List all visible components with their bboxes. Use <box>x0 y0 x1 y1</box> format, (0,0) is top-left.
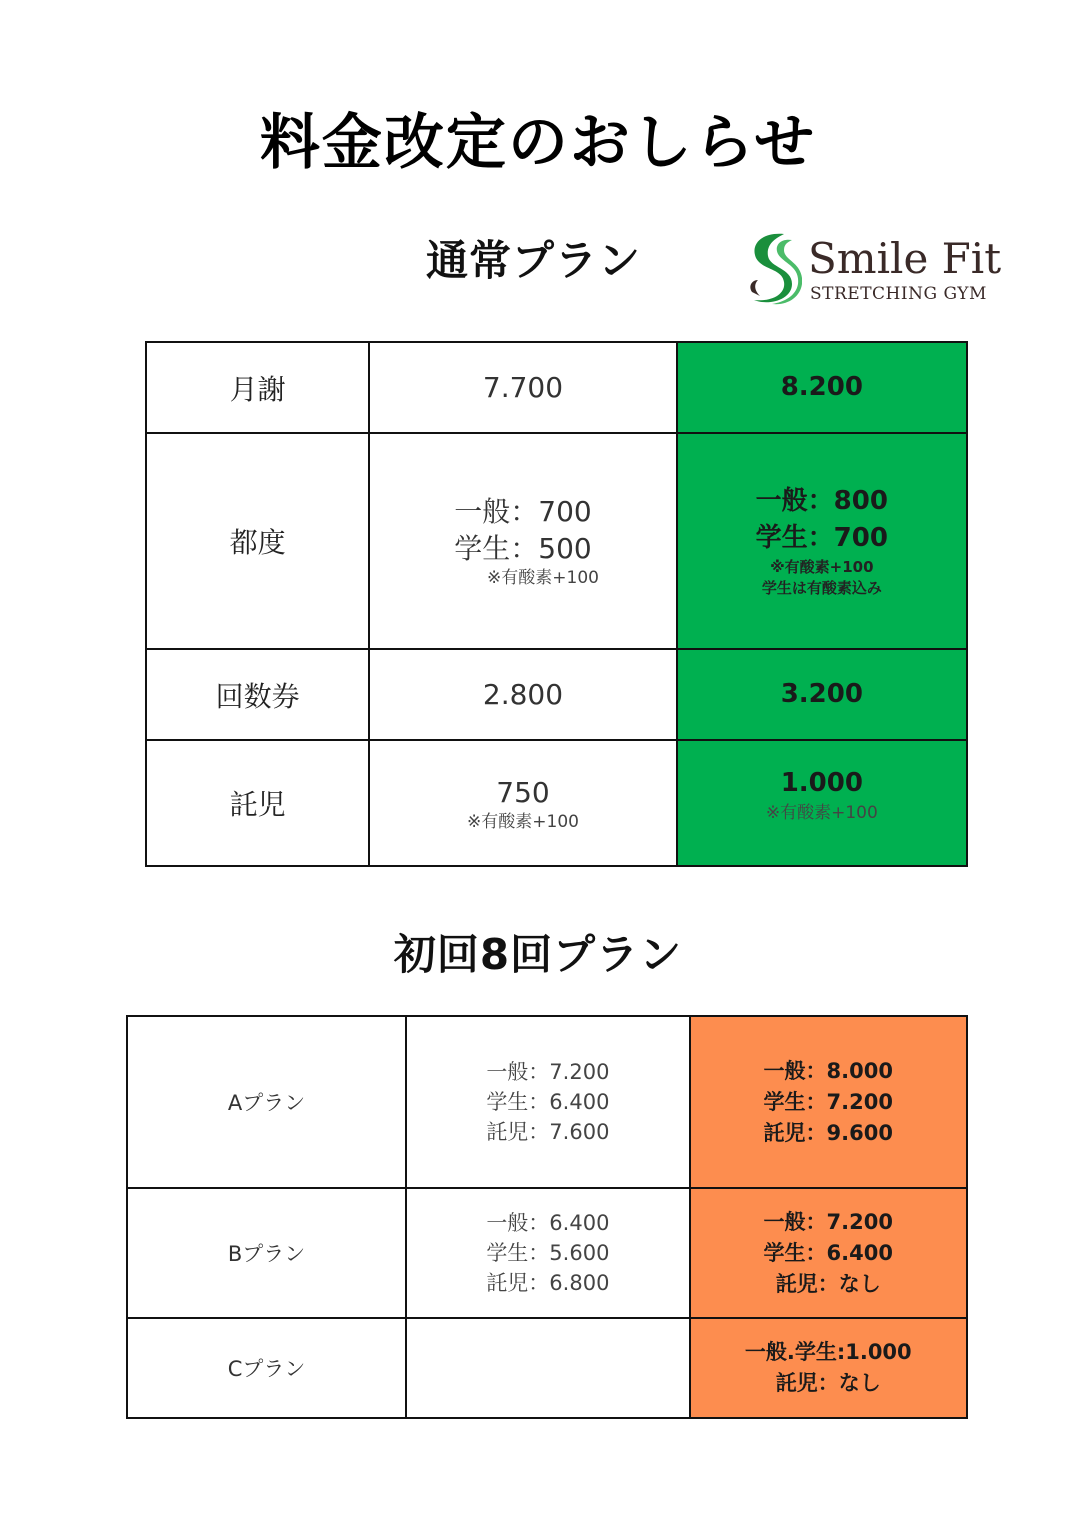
old-price-cell <box>406 1016 689 1188</box>
new-price: 一般：8.000 <box>763 1058 893 1083</box>
old-note: ※有酸素+100 <box>467 811 579 832</box>
row-label: Aプラン <box>127 1016 406 1188</box>
old-price: 750 <box>496 775 550 809</box>
new-price: 8.200 <box>780 372 863 402</box>
old-price-cell <box>369 342 676 433</box>
new-price-cell <box>690 1318 967 1418</box>
new-price: 一般.学生:1.000 <box>744 1340 912 1364</box>
table-row <box>146 740 967 866</box>
logo-brand-text: Smile Fit <box>808 234 1002 283</box>
row-label: 託児 <box>146 740 369 866</box>
table-row <box>127 1188 967 1318</box>
new-price: 託児：なし <box>775 1271 881 1296</box>
old-price: 学生：5.600 <box>486 1241 610 1265</box>
new-price-cell <box>677 433 967 649</box>
row-label: Cプラン <box>127 1318 406 1418</box>
old-price: 学生：500 <box>454 532 592 565</box>
old-price: 2.800 <box>482 678 564 711</box>
new-price: 一般：800 <box>755 486 888 516</box>
logo-s-mark-icon <box>744 230 802 306</box>
row-label: 月謝 <box>146 342 369 433</box>
old-price-cell <box>406 1188 689 1318</box>
new-price: 学生：7.200 <box>763 1089 893 1114</box>
new-price-cell <box>677 342 967 433</box>
new-price: 託児：なし <box>775 1371 881 1395</box>
old-price-cell <box>369 433 676 649</box>
old-price-cell <box>369 740 676 866</box>
new-price: 学生：700 <box>755 523 888 553</box>
old-note: ※有酸素+100 <box>487 568 599 588</box>
normal-plan-title: 通常プラン <box>426 236 642 285</box>
logo-tagline: STRETCHING GYM <box>810 284 987 304</box>
old-price: 託児：6.800 <box>486 1271 610 1295</box>
smile-fit-logo <box>744 228 1024 308</box>
old-price-cell <box>406 1318 689 1418</box>
new-price: 1.000 <box>780 767 863 798</box>
row-label: 都度 <box>146 433 369 649</box>
new-price-cell <box>690 1016 967 1188</box>
table-row <box>146 433 967 649</box>
old-price: 一般：7.200 <box>486 1060 610 1084</box>
new-price: 一般：7.200 <box>763 1209 893 1234</box>
old-price-cell <box>369 649 676 740</box>
new-note: ※有酸素+100 <box>765 802 878 823</box>
old-price: 一般：700 <box>454 495 592 528</box>
new-note: ※有酸素+100 <box>770 558 874 576</box>
normal-plan-table <box>145 341 968 867</box>
table-row <box>127 1318 967 1418</box>
new-price: 学生：6.400 <box>763 1240 893 1265</box>
new-note: 学生は有酸素込み <box>761 579 882 597</box>
old-price: 託児：7.600 <box>486 1120 610 1144</box>
new-price-cell <box>690 1188 967 1318</box>
first-plan-title: 初回8回プラン <box>393 930 683 979</box>
old-price: 一般：6.400 <box>486 1211 610 1235</box>
new-price: 3.200 <box>780 679 863 709</box>
table-row <box>146 342 967 433</box>
old-price: 7.700 <box>482 371 564 404</box>
new-price-cell <box>677 740 967 866</box>
table-row <box>146 649 967 740</box>
row-label: Bプラン <box>127 1188 406 1318</box>
new-price: 託児：9.600 <box>763 1120 893 1145</box>
page-title: 料金改定のおしらせ <box>259 108 817 178</box>
new-price-cell <box>677 649 967 740</box>
table-row <box>127 1016 967 1188</box>
old-price: 学生：6.400 <box>486 1090 610 1114</box>
row-label: 回数券 <box>146 649 369 740</box>
first-plan-table <box>126 1015 968 1419</box>
